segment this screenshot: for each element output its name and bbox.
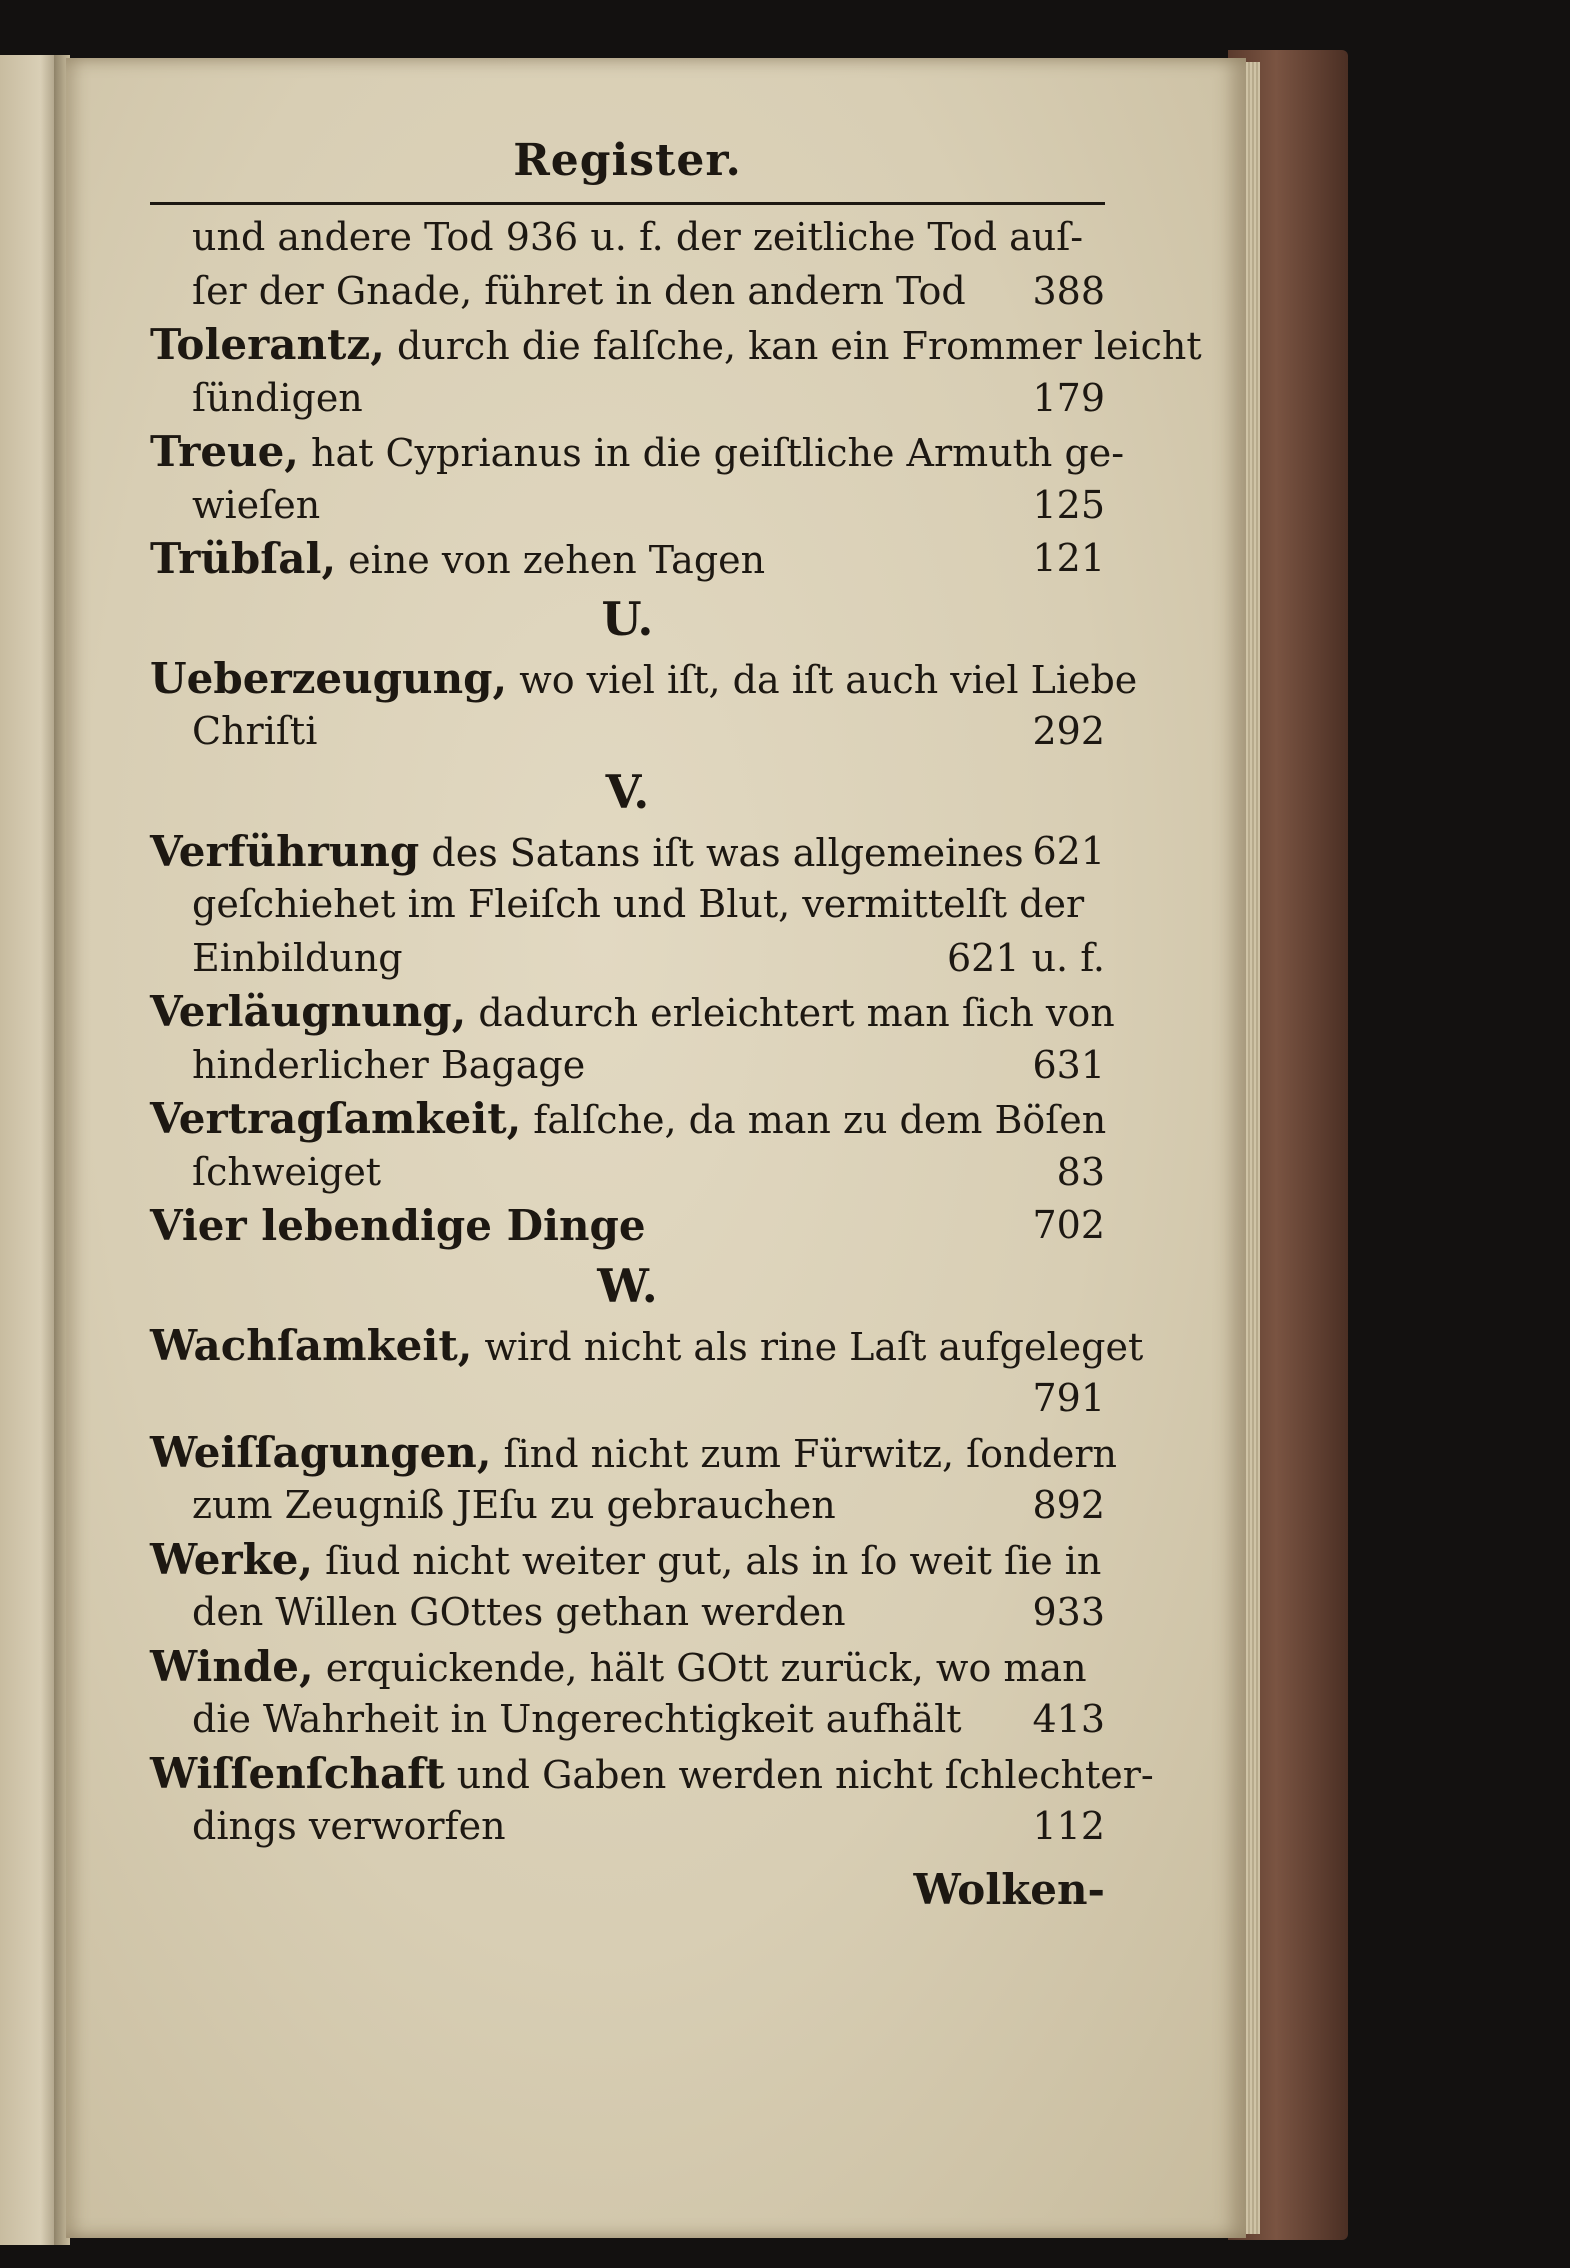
entry-keyword: Vertragſamkeit, [150,1094,522,1143]
entry-text [192,479,320,533]
entry-keyword: Wachſamkeit, [150,1320,473,1370]
entry-description: ſer der Gnade, führet in den andern Tod [192,268,966,313]
entry-keyword: Trübſal, [150,534,337,583]
register-line [150,1199,1105,1253]
entry-keyword: Werke, [150,1534,314,1584]
entry-description: geſchiehet im Fleiſch und Blut, vermittelſt der [192,882,1085,926]
entry-description: des Satans iſt was allgemeines [419,830,1024,875]
entry-text [192,1039,585,1093]
entry-text [150,532,765,588]
entry-description: wieſen [192,482,321,527]
register-line [150,1146,1105,1200]
page-reference: 121 [1032,536,1105,580]
register-line [150,652,1138,706]
register-line [150,479,1105,533]
register-line [150,1092,1105,1146]
entry-text [192,932,403,986]
entry-text [150,318,1202,374]
page-reference: 112 [1032,1804,1105,1848]
entry-description: falſche, da man zu dem Böſen [521,1098,1107,1142]
entry-keyword: Wiſſenſchaft [150,1748,445,1798]
header-rule [150,202,1105,205]
entry-keyword: Winde, [150,1641,314,1691]
page-reference: 631 [1032,1042,1105,1087]
entry-text [150,1747,1154,1803]
register-line [150,532,1105,586]
entry-text [192,1800,506,1854]
register-line [150,932,1105,986]
entry-description: und Gaben werden nicht ſchlechter- [444,1752,1154,1797]
entry-description: und andere Tod 936 u. f. der zeitliche Tod auſ- [192,215,1084,259]
entry-keyword: Verführung [150,826,420,876]
register-line [150,1372,1105,1426]
entry-description: die Wahrheit in Ungerechtigkeit aufhält [192,1697,962,1741]
register-line [150,1426,1117,1480]
entry-text [150,985,1115,1041]
entry-text [192,1146,381,1200]
entry-description: ſchweiget [192,1149,382,1194]
register-line [150,425,1125,479]
page-reference: 892 [1032,1483,1105,1527]
register-line [150,878,1105,932]
entry-keyword: Vier lebendige Dinge [150,1201,646,1250]
page-reference: 413 [1032,1697,1105,1741]
catchword: Wolken- [913,1864,1105,1914]
entry-text [192,878,1084,932]
entry-description: erquickende, hält GOtt zurück, wo man [313,1645,1087,1690]
section-letter: V. [605,764,650,819]
register-line [150,985,1115,1039]
section-letter: W. [597,1258,658,1313]
page-reference: 621 [1032,828,1105,873]
page-reference: 702 [1032,1203,1105,1247]
page-reference: 179 [1032,375,1105,420]
page-reference: 621 u. f. [946,935,1105,980]
entry-description: zum Zeugniß JEſu zu gebrauchen [192,1483,836,1527]
entry-text [150,825,1024,881]
entry-description: Einbildung [192,935,403,980]
register-line [150,825,1105,879]
entry-keyword: Tolerantz, [150,320,385,369]
register-entries [150,211,1202,1854]
entry-description: ſündigen [192,375,363,420]
page-reference: 933 [1032,1590,1105,1634]
entry-description: ſind nicht zum Fürwitz, ſondern [491,1431,1117,1476]
entry-description: ſiud nicht weiter gut, als in ſo weit ſie in [313,1538,1102,1583]
page-reference: 125 [1032,482,1105,527]
entry-text [150,1640,1087,1696]
register-line [150,1319,1144,1373]
register-line [150,1640,1105,1694]
entry-text [192,211,1083,265]
page-reference: 388 [1032,268,1105,313]
entry-text [150,652,1137,708]
entry-description: durch die falſche, kan ein Frommer leicht [384,324,1202,368]
entry-text [192,705,317,759]
entry-text [150,425,1124,481]
entry-keyword: Ueberzeugung, [150,653,508,703]
entry-text [192,265,966,319]
register-line [150,211,1105,265]
register-line [150,1039,1105,1093]
entry-description: eine von zehen Tagen [336,538,766,582]
entry-description: den Willen GOttes gethan werden [192,1590,846,1634]
entry-description: Chriſti [192,709,318,753]
entry-keyword: Treue, [150,427,299,476]
entry-text [192,1586,846,1640]
entry-keyword: Weiſſagungen, [150,1427,492,1477]
entry-keyword: Verläugnung, [150,987,467,1036]
register-line [150,1586,1105,1640]
entry-description: dadurch erleichtert man ſich von [466,991,1115,1035]
register-line [150,1479,1105,1533]
entry-text [150,1426,1117,1482]
register-line [150,265,1105,319]
page-content [150,130,1202,1920]
entry-description: hinderlicher Bagage [192,1042,586,1087]
register-line [150,1800,1105,1854]
entry-text [192,1693,962,1747]
page-stack-edge [1246,62,1260,2234]
entry-description: hat Cyprianus in die geiſtliche Armuth ge- [298,431,1125,475]
entry-text [150,1092,1106,1148]
page-reference: 83 [1056,1149,1105,1194]
left-page-edge [0,55,58,2245]
register-line [150,1747,1154,1801]
register-line [150,1693,1105,1747]
entry-text [192,1479,836,1533]
entry-text [150,1199,646,1255]
entry-text [192,372,363,426]
page-reference: 791 [1032,1376,1105,1420]
register-line [150,1533,1105,1587]
page-reference: 292 [1032,709,1105,753]
register-line [150,318,1202,372]
entry-description: dings verworfen [192,1804,506,1848]
register-line [150,705,1105,759]
section-letter: U. [601,591,654,646]
entry-description: wird nicht als rine Laſt aufgeleget [472,1324,1144,1369]
entry-text [150,1319,1143,1375]
register-line [150,372,1105,426]
page-header: Register. [513,135,742,186]
entry-description: wo viel iſt, da iſt auch viel Liebe [507,657,1138,702]
entry-text [150,1533,1101,1589]
